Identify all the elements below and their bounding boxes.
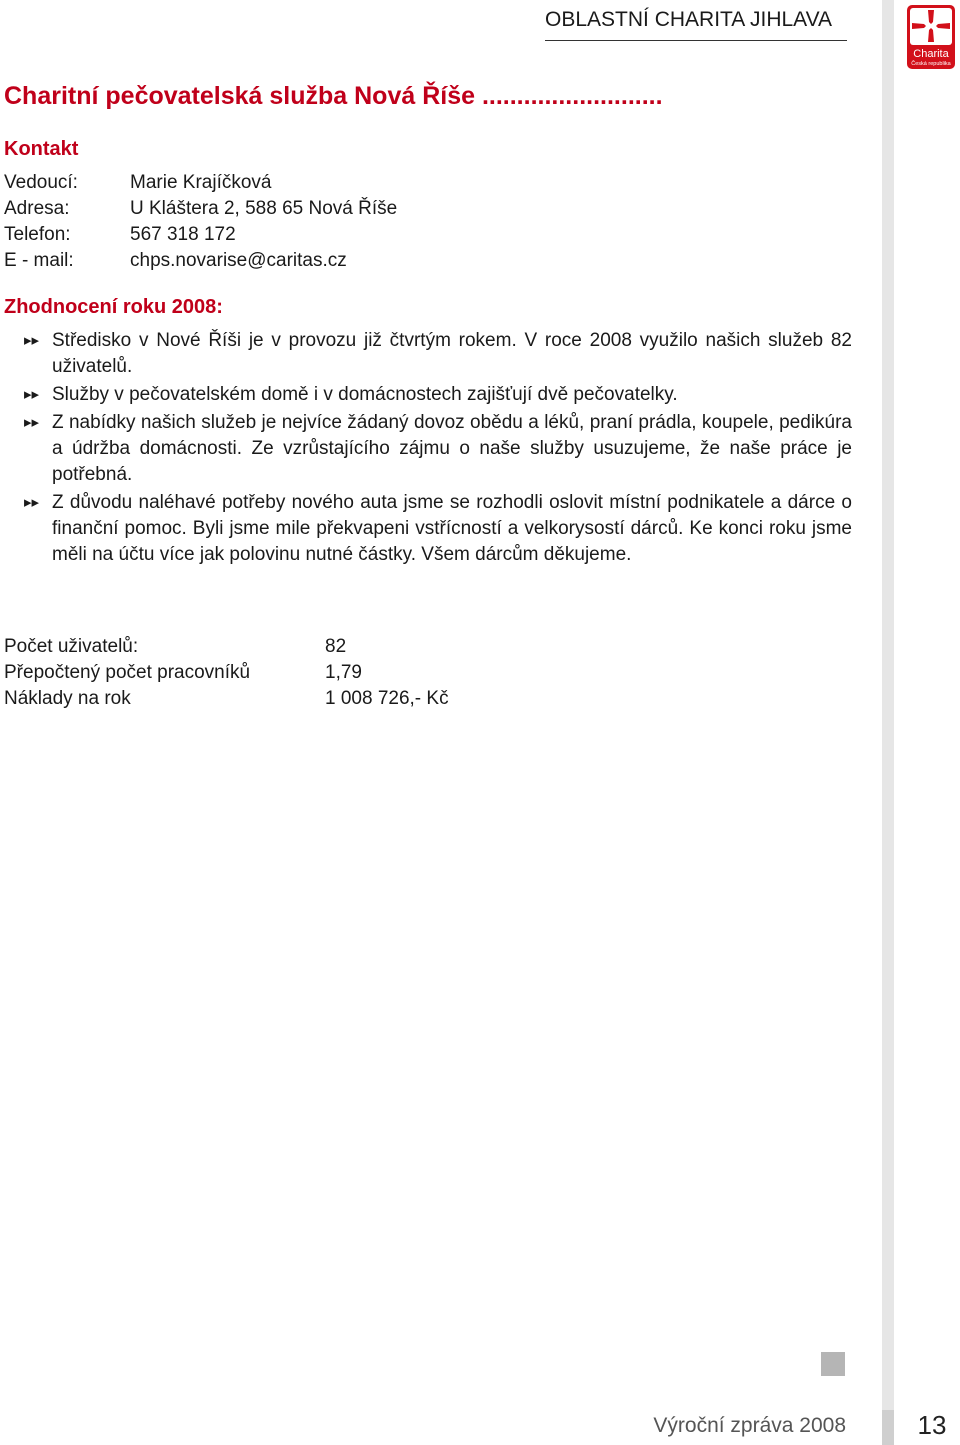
footer-bar: [882, 1410, 894, 1445]
double-chevron-right-icon: ▸▸: [24, 414, 40, 431]
contact-label: Telefon:: [4, 224, 71, 245]
right-margin-bar: [882, 0, 894, 1445]
stats-label: Náklady na rok: [4, 688, 131, 709]
stats-row: [4, 660, 449, 686]
contact-label: E - mail:: [4, 250, 74, 271]
svg-text:Charita: Charita: [913, 48, 949, 60]
contact-row: [4, 196, 397, 222]
double-chevron-right-icon: ▸▸: [24, 332, 40, 349]
contact-value: 567 318 172: [130, 224, 236, 245]
page-number: 13: [917, 1410, 947, 1440]
stats-label: Počet uživatelů:: [4, 636, 139, 657]
stats-row: [4, 686, 449, 712]
list-item: [24, 328, 852, 380]
list-item: [24, 410, 852, 488]
list-item-text: Služby v pečovatelském domě i v domácnostech zajišťují dvě pečovatelky.: [52, 384, 678, 405]
contact-value: U Kláštera 2, 588 65 Nová Říše: [130, 198, 398, 219]
list-item-text: Z nabídky našich služeb je nejvíce žádaný dovoz obědu a léků, praní prádla, koupele, pedikúra a údržba domácnosti. Ze vzrůstajícího zájmu o naše služby usuzujeme, že naše práce je potřebná.: [52, 412, 852, 485]
contact-row: [4, 248, 397, 274]
contact-label: Adresa:: [4, 198, 70, 219]
stats-value: 1,79: [325, 662, 362, 683]
footer-report-title: Výroční zpráva 2008: [653, 1414, 846, 1437]
list-item: [24, 490, 852, 568]
contact-row: [4, 222, 397, 248]
evaluation-heading: Zhodnocení roku 2008:: [4, 296, 223, 318]
stats-table: [4, 634, 449, 712]
contact-label: Vedoucí:: [4, 172, 78, 193]
double-chevron-right-icon: ▸▸: [24, 494, 40, 511]
list-item-text: Z důvodu naléhavé potřeby nového auta jsme se rozhodli oslovit místní podnikatele a dárce o finanční pomoc. Byli jsme mile překvapeni vstřícností a velkorysostí dárců. Ke konci roku jsme měli na účtu více jak polovinu nutné částky. Všem dárcům děkujeme.: [52, 492, 852, 565]
decorative-square: [821, 1352, 845, 1376]
contact-row: [4, 170, 397, 196]
stats-row: [4, 634, 449, 660]
evaluation-list: [24, 328, 852, 570]
contact-value: Marie Krajíčková: [130, 172, 272, 193]
email-link[interactable]: chps.novarise@caritas.cz: [130, 250, 347, 271]
contact-table: [4, 170, 397, 274]
stats-value: 1 008 726,- Kč: [325, 688, 449, 709]
double-chevron-right-icon: ▸▸: [24, 386, 40, 403]
stats-label: Přepočtený počet pracovníků: [4, 662, 251, 683]
charita-logo: [906, 4, 956, 70]
contact-heading: Kontakt: [4, 138, 79, 160]
header-divider: [545, 40, 847, 41]
svg-text:Česká republika: Česká republika: [911, 61, 951, 67]
header-organization: OBLASTNÍ CHARITA JIHLAVA: [545, 8, 833, 31]
list-item-text: Středisko v Nové Říši je v provozu již čtvrtým rokem. V roce 2008 využilo našich služeb 82 uživatelů.: [52, 330, 852, 377]
stats-value: 82: [325, 636, 347, 657]
page-title: Charitní pečovatelská služba Nová Říše ..........................: [4, 82, 663, 110]
list-item: [24, 382, 852, 408]
